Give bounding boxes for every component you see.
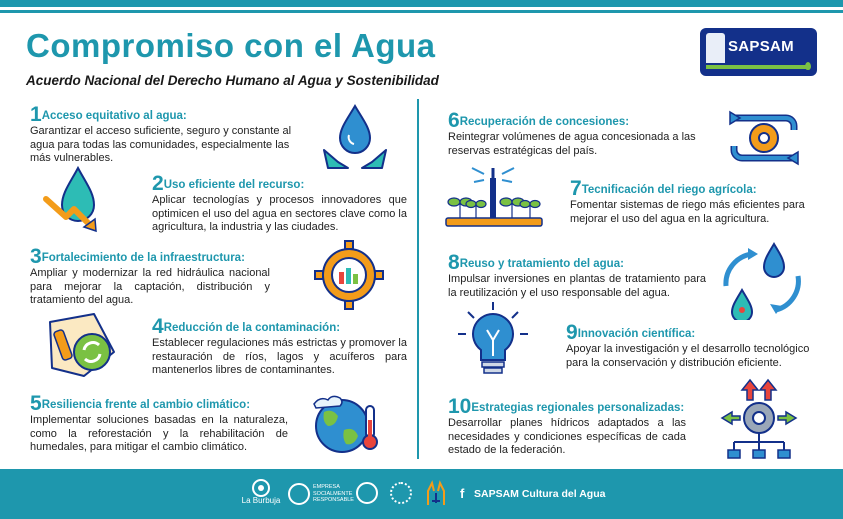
item-description: Aplicar tecnologías y procesos innovadores que optimicen el uso del agua en sectores clave como la agricultura, la industria y las ciudades. bbox=[152, 194, 407, 233]
item-description: Ampliar y modernizar la red hidráulica nacional para mejorar la captación, distribución y tratamiento del agua. bbox=[30, 267, 270, 306]
logo-drop-icon bbox=[805, 62, 811, 70]
item-number: 2 bbox=[152, 172, 164, 195]
item-number: 1 bbox=[30, 103, 42, 126]
item-description: Apoyar la investigación y el desarrollo tecnológico para la conservación y distribución eficiente. bbox=[566, 343, 810, 369]
logo-stripe bbox=[706, 65, 806, 69]
item-description: Implementar soluciones basadas en la naturaleza, como la reforestación y la rehabilitación de humedales, para mitigar el cambio climático. bbox=[30, 414, 288, 453]
item-title: Uso eficiente del recurso: bbox=[163, 179, 305, 191]
top-accent-bar bbox=[0, 0, 843, 7]
item-number: 8 bbox=[448, 251, 460, 274]
item-number: 6 bbox=[448, 109, 460, 132]
water-cycle-icon bbox=[718, 240, 804, 320]
page-title: Compromiso con el Agua bbox=[26, 27, 436, 64]
item-description: Fomentar sistemas de riego más eficientes para mejorar el uso del agua en la agricultura. bbox=[570, 199, 805, 225]
la-burbuja-logo: La Burbuja bbox=[241, 496, 281, 505]
top-accent-line bbox=[0, 10, 843, 13]
item-2 bbox=[152, 172, 407, 235]
logo-text: SAPSAM bbox=[728, 38, 794, 55]
hands-logo-icon bbox=[424, 479, 448, 507]
item-description: Establecer regulaciones más estrictas y promover la restauración de ríos, lagos y acuíferos para mantenerlos libres de contaminantes. bbox=[152, 337, 407, 376]
item-title: Resiliencia frente al cambio climático: bbox=[41, 399, 251, 411]
item-7 bbox=[570, 177, 820, 226]
hands-water-drop-icon bbox=[320, 102, 390, 174]
item-title: Acceso equitativo al agua: bbox=[41, 110, 187, 122]
la-burbuja-logo-icon bbox=[248, 478, 274, 498]
gear-cycle-icon bbox=[726, 104, 802, 172]
item-number: 3 bbox=[30, 245, 42, 268]
item-10 bbox=[448, 395, 686, 458]
item-title: Innovación científica: bbox=[577, 328, 696, 340]
social-handle[interactable]: SAPSAM Cultura del Agua bbox=[474, 488, 606, 500]
footer-bar bbox=[0, 469, 843, 519]
item-4 bbox=[152, 315, 407, 378]
item-title: Estrategias regionales personalizadas: bbox=[471, 402, 685, 414]
facebook-icon[interactable]: f bbox=[460, 486, 465, 501]
item-description: Desarrollar planes hídricos adaptados a las necesidades y condiciones específicas de cada estado de la federación. bbox=[448, 417, 686, 456]
seal-logo-icon bbox=[390, 482, 412, 504]
item-1 bbox=[30, 103, 298, 166]
item-number: 9 bbox=[566, 321, 578, 344]
item-3 bbox=[30, 245, 270, 308]
emblem-logo-icon bbox=[356, 482, 378, 504]
item-title: Reducción de la contaminación: bbox=[163, 322, 341, 334]
item-number: 5 bbox=[30, 392, 42, 415]
column-divider bbox=[417, 99, 419, 459]
item-number: 10 bbox=[448, 395, 472, 418]
page-subtitle: Acuerdo Nacional del Derecho Humano al Agua y Sostenibilidad bbox=[26, 73, 439, 88]
item-description: Impulsar inversiones en plantas de tratamiento para la reutilización y el uso responsable del agua. bbox=[448, 273, 706, 299]
item-title: Fortalecimiento de la infraestructura: bbox=[41, 252, 245, 264]
item-title: Recuperación de concesiones: bbox=[459, 116, 630, 128]
gear-factory-icon bbox=[312, 238, 386, 312]
item-title: Tecnificación del riego agrícola: bbox=[581, 184, 757, 196]
irrigation-plants-icon bbox=[444, 164, 544, 234]
item-description: Garantizar el acceso suficiente, seguro y constante al agua para todas las comunidades, especialmente las más vulnerables. bbox=[30, 125, 292, 164]
earth-thermometer-icon bbox=[310, 390, 384, 456]
lightbulb-idea-icon bbox=[454, 300, 532, 380]
item-5 bbox=[30, 392, 288, 455]
esr-logo-text: EMPRESA SOCIALMENTE RESPONSABLE bbox=[313, 484, 354, 503]
item-description: Reintegrar volúmenes de agua concesionada a las reservas estratégicas del país. bbox=[448, 131, 696, 157]
item-title: Reuso y tratamiento del agua: bbox=[459, 258, 624, 270]
item-number: 4 bbox=[152, 315, 164, 338]
network-gear-icon bbox=[720, 378, 798, 460]
item-number: 7 bbox=[570, 177, 582, 200]
drop-downtrend-icon bbox=[40, 165, 112, 237]
item-6 bbox=[448, 109, 710, 158]
water-tower-icon bbox=[706, 33, 725, 63]
item-8 bbox=[448, 251, 706, 300]
recycle-bottle-icon bbox=[44, 312, 124, 382]
item-9 bbox=[566, 321, 824, 370]
sapsam-logo bbox=[700, 28, 817, 76]
esr-logo-icon bbox=[288, 483, 310, 505]
